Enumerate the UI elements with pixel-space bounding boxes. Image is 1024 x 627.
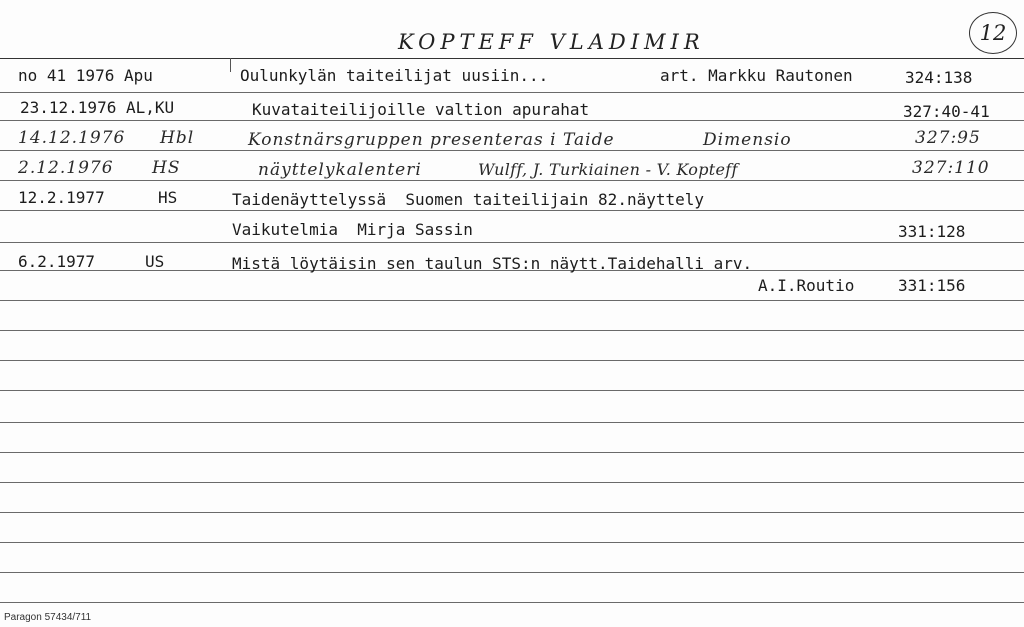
entry-date: 14.12.1976 — [18, 128, 126, 148]
ruled-line — [0, 422, 1024, 423]
entry-publication: Dimensio — [703, 130, 792, 150]
ruled-line — [0, 360, 1024, 361]
card-printer-mark: Paragon 57434/711 — [4, 612, 92, 623]
entry-artists: Wulff, J. Turkiainen - V. Kopteff — [478, 160, 738, 179]
column-tick — [230, 58, 231, 72]
entry-title: Oulunkylän taiteilijat uusiin... — [240, 66, 549, 85]
ruled-line — [0, 572, 1024, 573]
entry-title: näyttelykalenteri — [258, 160, 422, 180]
header-rule — [0, 58, 1024, 59]
ruled-line — [0, 120, 1024, 121]
ruled-line — [0, 542, 1024, 543]
entry-date: 6.2.1977 — [18, 252, 96, 271]
ruled-line — [0, 180, 1024, 181]
entry-reviewer: A.I.Routio — [758, 276, 855, 295]
ruled-line — [0, 330, 1024, 331]
entry-author: art. Markku Rautonen — [660, 66, 853, 85]
ruled-line — [0, 390, 1024, 391]
entry-date: 23.12.1976 AL,KU — [20, 98, 175, 117]
entry-reference: 331:128 — [898, 222, 966, 241]
ruled-line — [0, 210, 1024, 211]
ruled-line — [0, 92, 1024, 93]
entry-reference: 327:110 — [912, 158, 990, 178]
entry-title: Kuvataiteilijoille valtion apurahat — [252, 100, 590, 119]
ruled-line — [0, 300, 1024, 301]
ruled-line — [0, 150, 1024, 151]
ruled-line — [0, 242, 1024, 243]
entry-reference: 331:156 — [898, 276, 966, 295]
entry-source: US — [145, 252, 165, 271]
entry-date: 2.12.1976 — [18, 158, 114, 178]
ruled-line — [0, 452, 1024, 453]
ruled-line — [0, 602, 1024, 603]
entry-date: 12.2.1977 — [18, 188, 105, 207]
card-number-circle — [969, 12, 1017, 54]
entry-title: Konstnärsgruppen presenteras i Taide — [248, 130, 615, 150]
entry-reference: 327:40-41 — [903, 102, 990, 121]
entry-source: HS — [158, 188, 178, 207]
entry-title: Vaikutelmia Mirja Sassin — [232, 220, 473, 239]
ruled-line — [0, 482, 1024, 483]
entry-reference: 324:138 — [905, 68, 973, 87]
card-number: 12 — [979, 21, 1007, 45]
entry-source: HS — [152, 158, 181, 178]
entry-title: Taidenäyttelyssä Suomen taiteilijain 82.näyttely — [232, 190, 705, 209]
entry-reference: 327:95 — [915, 128, 981, 148]
entry-date: no 41 1976 Apu — [18, 66, 153, 85]
entry-source: Hbl — [160, 128, 195, 148]
ruled-line — [0, 512, 1024, 513]
card-name-heading: KOPTEFF VLADIMIR — [398, 30, 705, 54]
entry-title: Mistä löytäisin sen taulun STS:n näytt.Taidehalli arv. — [232, 254, 753, 273]
